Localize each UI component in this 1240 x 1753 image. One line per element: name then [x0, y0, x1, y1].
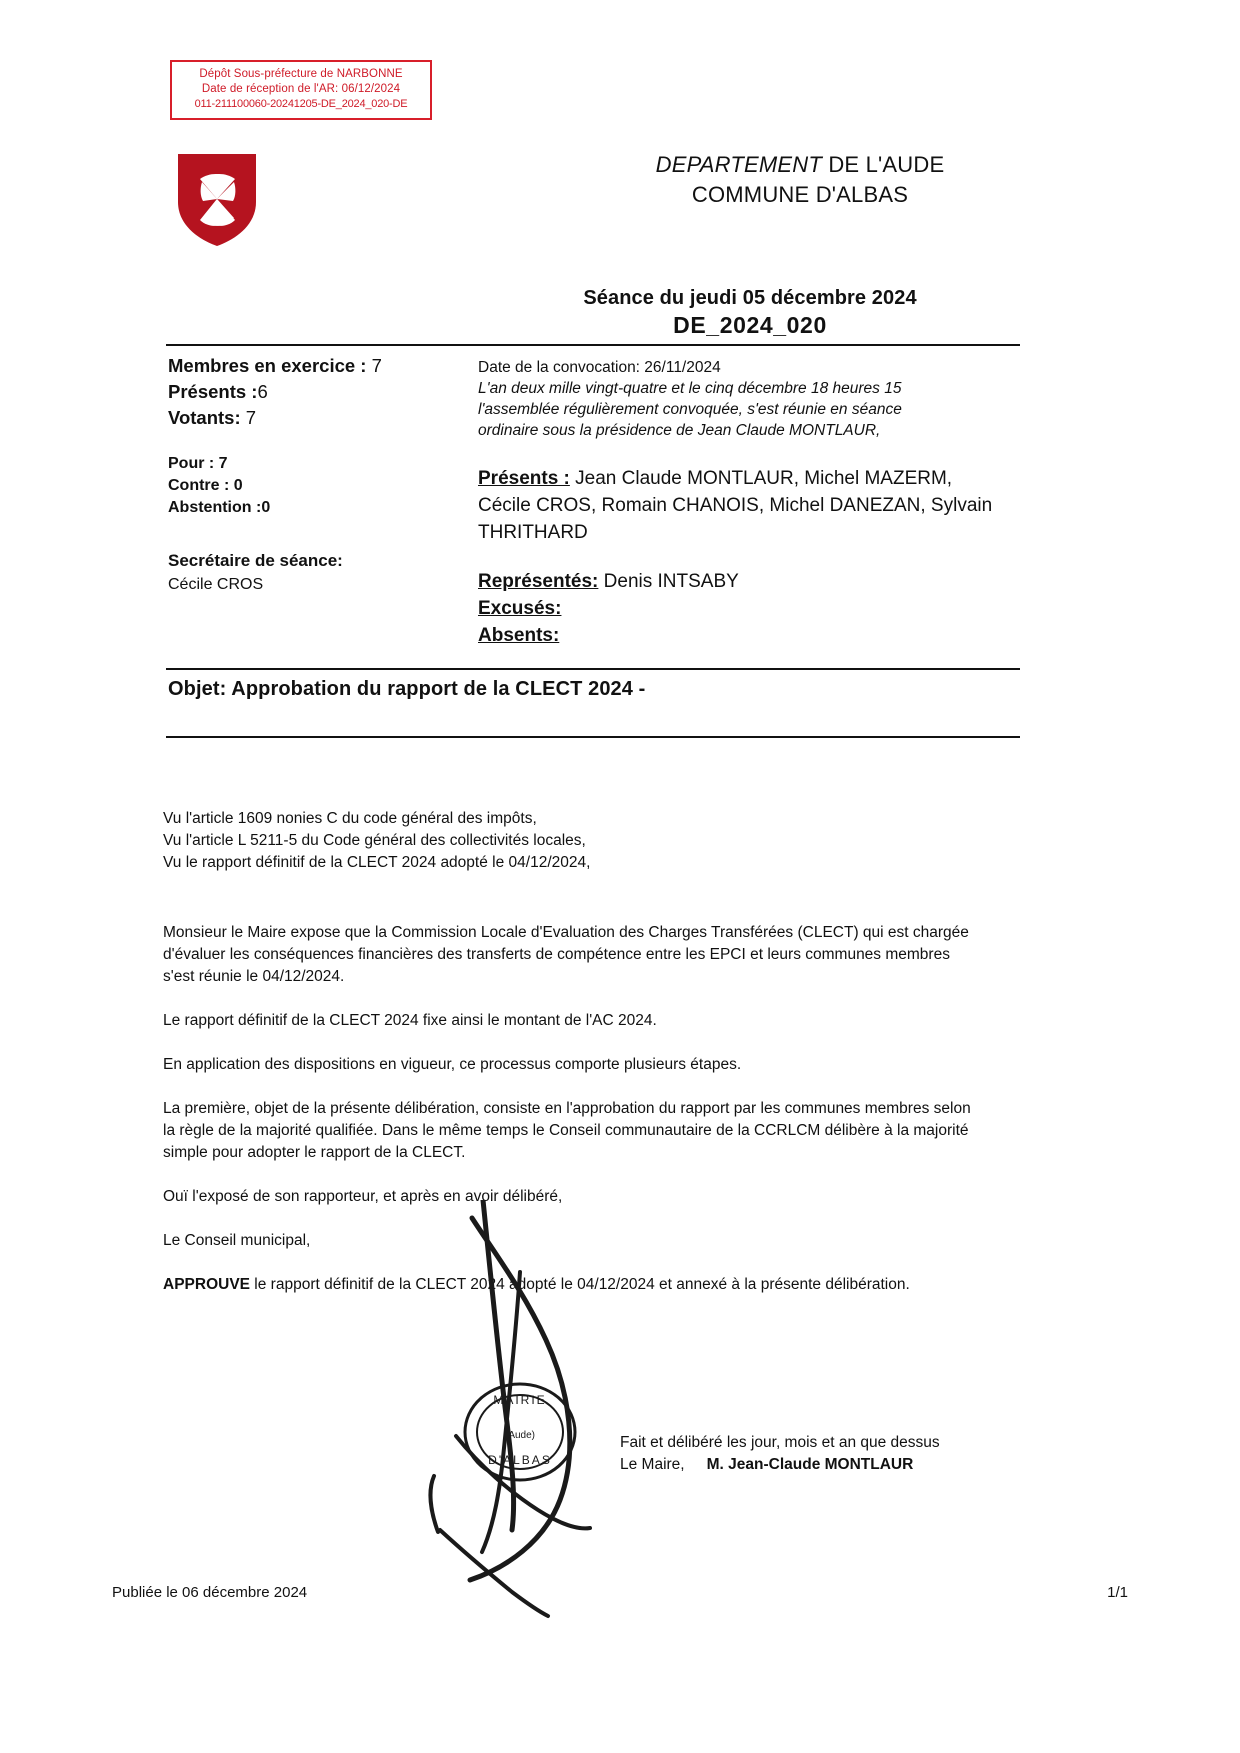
membres-label: Membres en exercice : — [168, 355, 372, 376]
legal-reference-2: Vu l'article L 5211-5 du Code général des collectivités locales, — [163, 832, 586, 849]
attendance-counts — [168, 353, 468, 431]
page-number: 1/1 — [1107, 1584, 1128, 1601]
department-name: DE L'AUDE — [822, 152, 945, 177]
stamp-line-office: Dépôt Sous-préfecture de NARBONNE — [199, 68, 403, 80]
votants-count — [168, 405, 468, 431]
legal-reference-1: Vu l'article 1609 nonies C du code général des impôts, — [163, 810, 537, 827]
absent-members — [478, 622, 1008, 649]
represented-members — [478, 568, 1008, 595]
department-word: DEPARTEMENT — [655, 152, 823, 177]
membres-value: 7 — [371, 355, 382, 376]
stamp-line-reference: 011-211100060-20241205-DE_2024_020-DE — [194, 98, 408, 110]
signature-mayor — [620, 1454, 1040, 1476]
present-members-names: Jean Claude MONTLAUR, Michel MAZERM, Cécile CROS, Romain CHANOIS, Michel DANEZAN, Sylvain THRITHARD — [478, 468, 993, 543]
divider-top — [166, 344, 1020, 346]
vote-abstention: Abstention :0 — [168, 499, 271, 516]
convocation-statement-line-2: l'assemblée régulièrement convoquée, s'est réunie en séance — [478, 401, 902, 418]
secretary-name: Cécile CROS — [168, 576, 264, 593]
svg-text:D'ALBAS: D'ALBAS — [488, 1453, 552, 1467]
presents-count — [168, 379, 468, 405]
body-paragraph-3: En application des dispositions en vigueur, ce processus comporte plusieurs étapes. — [163, 1056, 742, 1073]
vote-results — [168, 453, 468, 519]
decision-text: le rapport définitif de la CLECT 2024 adopté le 04/12/2024 et annexé à la présente délibération. — [250, 1276, 910, 1293]
convocation-date: Date de la convocation: 26/11/2024 — [478, 359, 721, 376]
secretary-label: Secrétaire de séance: — [168, 551, 343, 570]
mayor-label: Le Maire, — [620, 1456, 685, 1473]
svg-text:MAIRIE: MAIRIE — [493, 1393, 547, 1407]
svg-text:(Aude): (Aude) — [504, 1430, 536, 1441]
convocation-statement-line-1: L'an deux mille vingt-quatre et le cinq décembre 18 heures 15 — [478, 380, 902, 397]
signature-statement: Fait et délibéré les jour, mois et an que dessus — [620, 1434, 940, 1451]
stamp-line-date: Date de réception de l'AR: 06/12/2024 — [201, 83, 401, 95]
legal-references — [163, 808, 973, 874]
deliberation-subject: Objet: Approbation du rapport de la CLECT 2024 - — [168, 678, 646, 700]
body-paragraph-4: La première, objet de la présente délibération, consiste en l'approbation du rapport par les communes membres selon la règle de la majorité qualifiée. Dans le même temps le Conseil communautaire de la CCRLCM délibère à la majorité simple pour adopter le rapport de la CLECT. — [163, 1100, 971, 1161]
body-decision — [163, 1274, 973, 1296]
present-members-label: Présents : — [478, 468, 570, 489]
vote-contre: Contre : 0 — [168, 477, 243, 494]
signature-block — [620, 1432, 1040, 1476]
represented-label: Représentés: — [478, 571, 599, 592]
legal-reference-3: Vu le rapport définitif de la CLECT 2024 adopté le 04/12/2024, — [163, 854, 591, 871]
represented-names: Denis INTSABY — [598, 571, 739, 592]
deliberation-body — [163, 808, 973, 1318]
membres-en-exercice — [168, 353, 468, 379]
publication-date: Publiée le 06 décembre 2024 — [112, 1584, 308, 1601]
present-members — [478, 465, 1008, 546]
session-heading — [480, 285, 1020, 339]
commune-title: COMMUNE D'ALBAS — [691, 182, 909, 207]
presents-value: 6 — [257, 381, 268, 402]
excused-members — [478, 595, 1008, 622]
department-title — [560, 150, 1040, 180]
divider-subject — [166, 736, 1020, 738]
excused-label: Excusés: — [478, 598, 562, 619]
document-header — [560, 150, 1040, 210]
session-date: Séance du jeudi 05 décembre 2024 — [583, 287, 917, 309]
decision-keyword: APPROUVE — [163, 1276, 250, 1293]
divider-middle — [166, 668, 1020, 670]
convocation-block — [478, 357, 1008, 649]
deliberation-reference: DE_2024_020 — [673, 312, 827, 338]
body-paragraph-6: Le Conseil municipal, — [163, 1232, 311, 1249]
vote-pour: Pour : 7 — [168, 455, 228, 472]
attendance-summary — [168, 353, 468, 597]
presents-label: Présents : — [168, 381, 258, 402]
mayor-name: M. Jean-Claude MONTLAUR — [706, 1456, 914, 1473]
prefecture-deposit-stamp — [170, 60, 432, 120]
convocation-statement-line-3: ordinaire sous la présidence de Jean Claude MONTLAUR, — [478, 422, 881, 439]
body-paragraph-2: Le rapport définitif de la CLECT 2024 fixe ainsi le montant de l'AC 2024. — [163, 1012, 657, 1029]
absent-label: Absents: — [478, 625, 560, 646]
convocation-statement — [478, 378, 1008, 441]
votants-value: 7 — [245, 407, 257, 428]
commune-coat-of-arms — [176, 152, 258, 248]
votants-label: Votants: — [168, 407, 246, 428]
session-secretary — [168, 549, 468, 597]
other-attendance — [478, 568, 1008, 649]
body-paragraph-1: Monsieur le Maire expose que la Commission Locale d'Evaluation des Charges Transférées (CLECT) qui est chargée d'évaluer les conséquences financières des transferts de compétence entre les EPCI et leurs communes membres s'est réunie le 04/12/2024. — [163, 924, 969, 985]
body-paragraph-5: Ouï l'exposé de son rapporteur, et après en avoir délibéré, — [163, 1188, 563, 1205]
